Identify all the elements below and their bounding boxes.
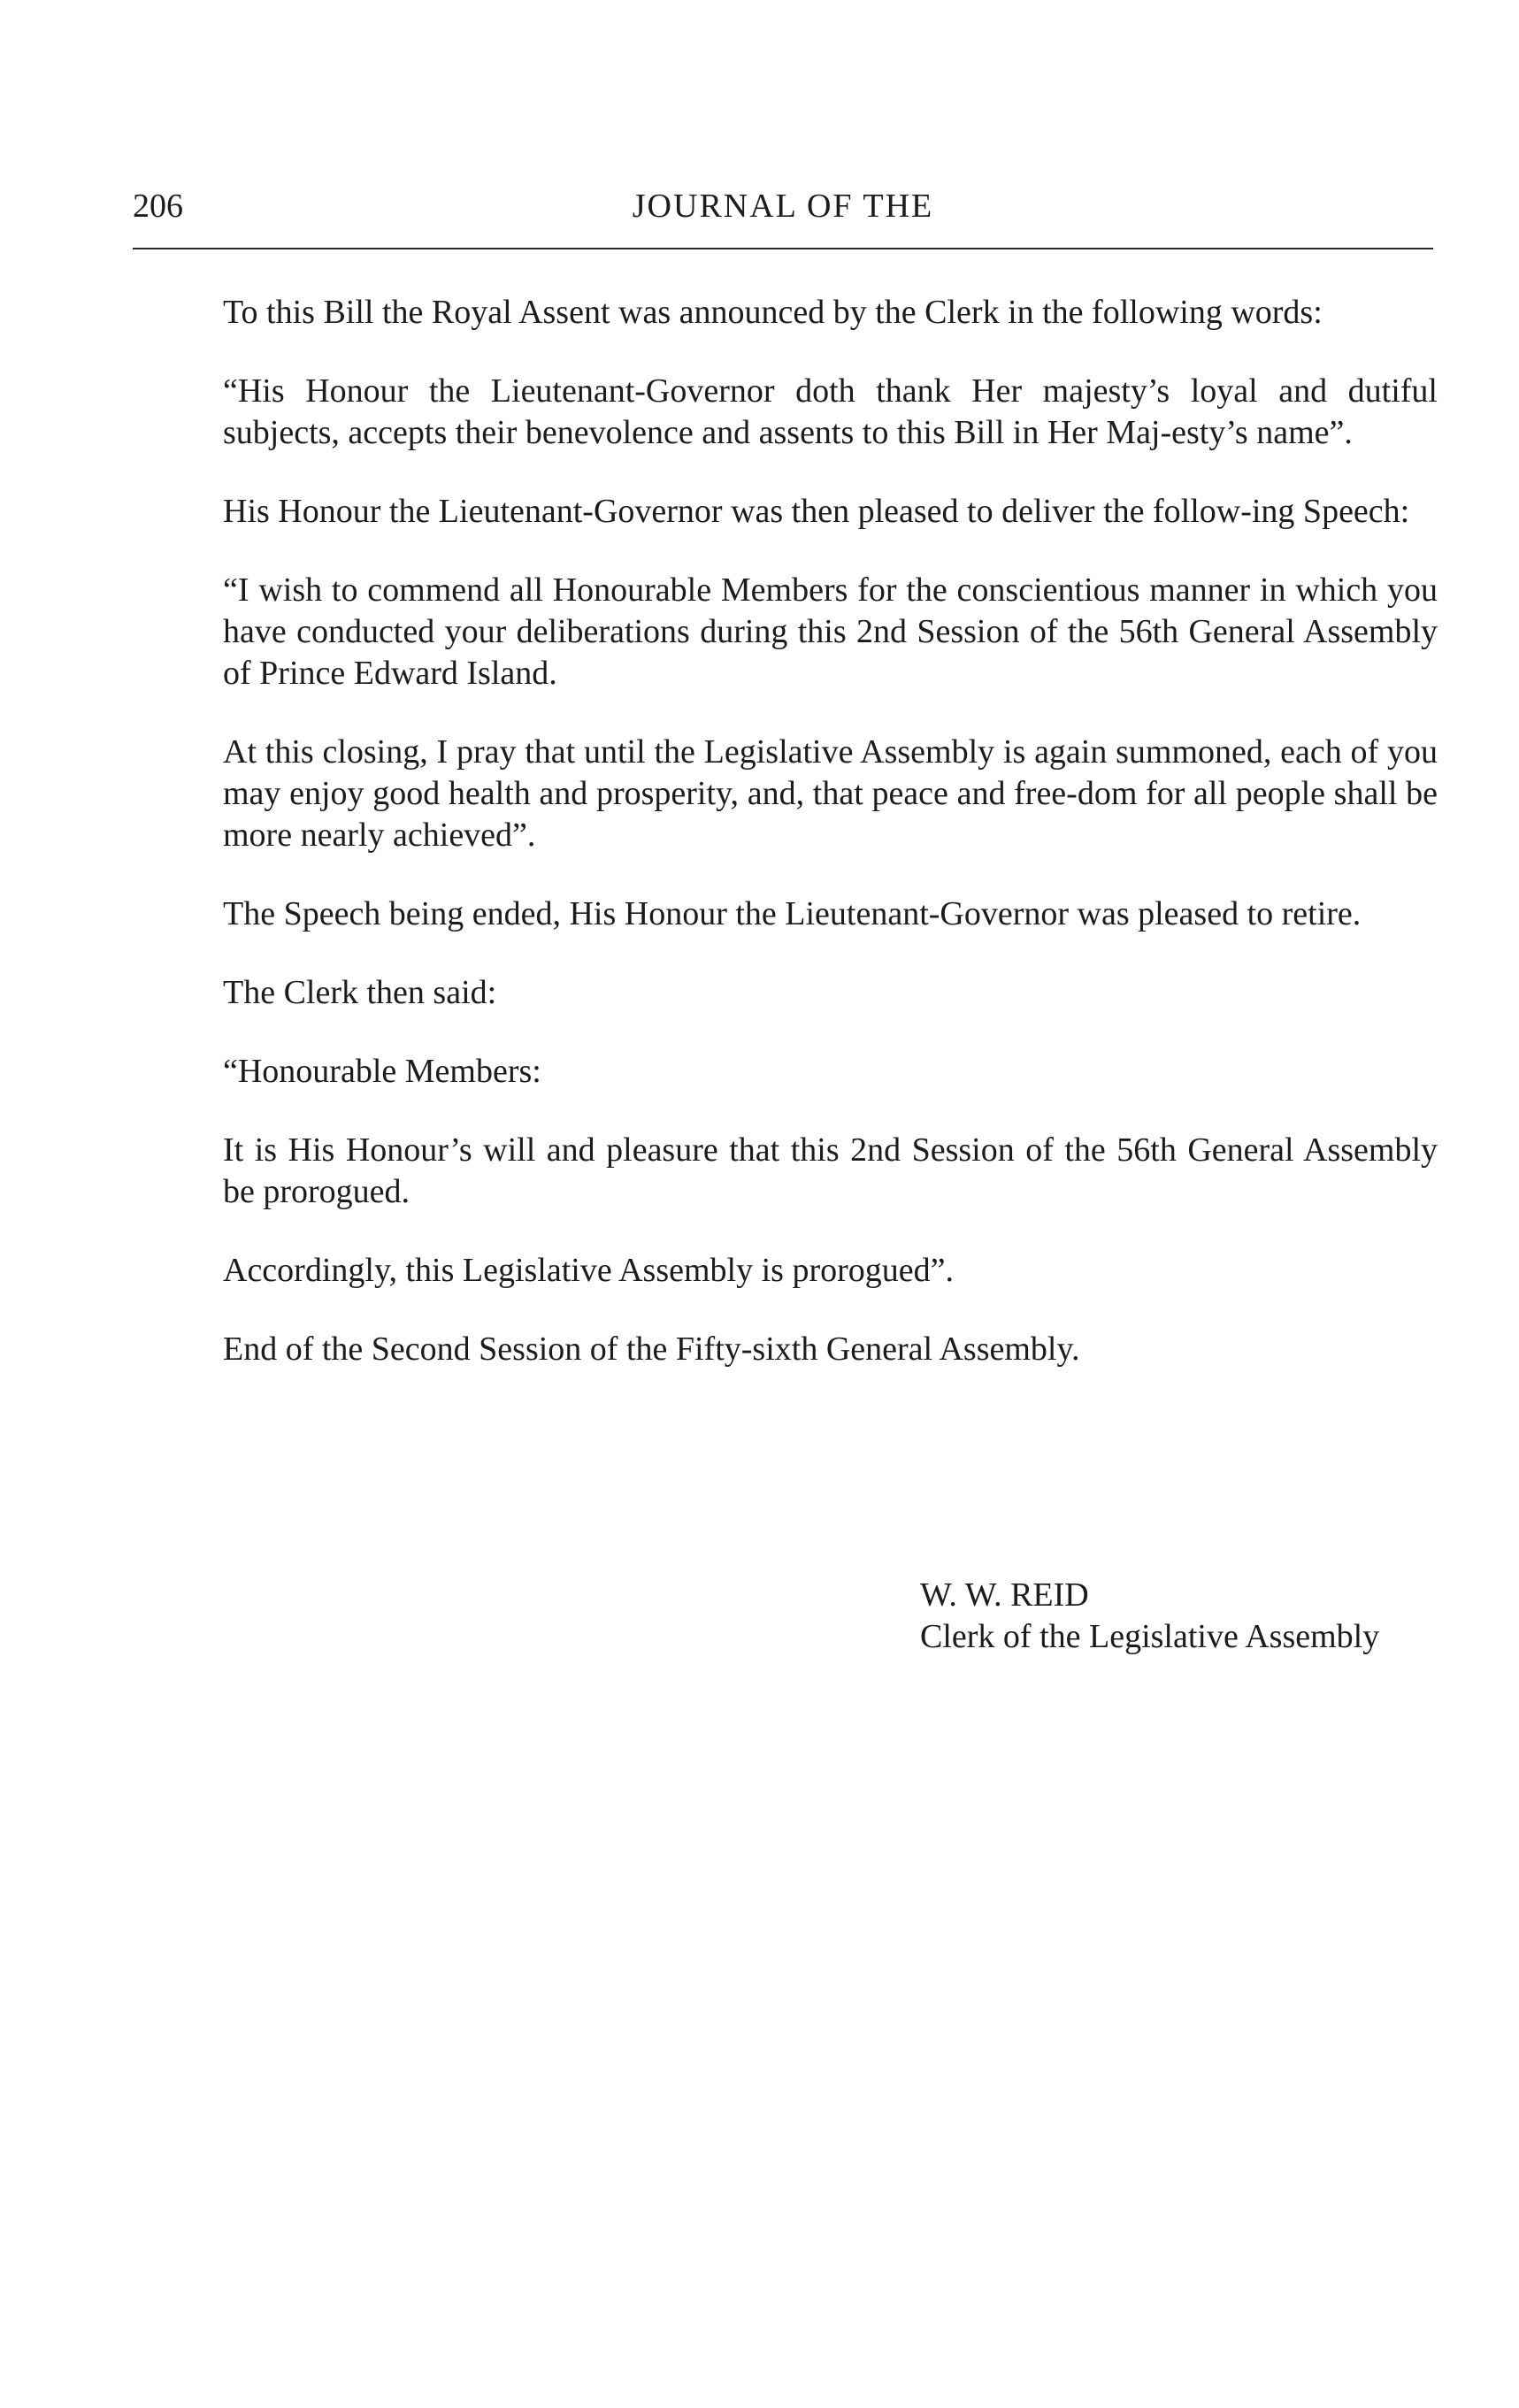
page-header	[133, 181, 1433, 231]
paragraph-end-of-session: End of the Second Session of the Fifty-sixth General Assembly.	[223, 1331, 1080, 1368]
page-number: 206	[133, 188, 183, 225]
paragraph-clerk-said: The Clerk then said:	[223, 974, 497, 1011]
paragraph-assent-quote: “His Honour the Lieutenant-Governor doth thank Her majesty’s loyal and dutiful subjects, accepts their benevolence and assents to this Bill in Her Maj-esty’s name”.	[223, 372, 1438, 451]
signature-name: W. W. REID	[920, 1576, 1089, 1614]
paragraph-prorogue-will: It is His Honour’s will and pleasure that this 2nd Session of the 56th General Assembly be prorogued.	[223, 1131, 1438, 1210]
paragraph-speech-commend: “I wish to commend all Honourable Members for the conscientious manner in which you have conducted your deliberations during this 2nd Session of the 56th General Assembly of Prince Edward Island.	[223, 571, 1438, 692]
paragraph-royal-assent: To this Bill the Royal Assent was announced by the Clerk in the following words:	[223, 294, 1323, 331]
header-rule	[133, 248, 1433, 249]
paragraph-speech-ended: The Speech being ended, His Honour the Lieutenant-Governor was pleased to retire.	[223, 895, 1362, 932]
paragraph-honourable-members: “Honourable Members:	[223, 1053, 541, 1090]
body-text	[133, 292, 1438, 1407]
signature-block	[920, 1575, 1379, 1658]
paragraph-prorogued: Accordingly, this Legislative Assembly is prorogued”.	[223, 1252, 954, 1289]
running-head: JOURNAL OF THE	[632, 188, 934, 225]
signature-title: Clerk of the Legislative Assembly	[920, 1618, 1380, 1655]
paragraph-speech-intro: His Honour the Lieutenant-Governor was then pleased to deliver the follow-ing Speech:	[223, 493, 1410, 530]
paragraph-speech-closing: At this closing, I pray that until the Legislative Assembly is again summoned, each of you may enjoy good health and prosperity, and, that peace and free-dom for all people shall be more nearly achieved”.	[223, 733, 1438, 854]
